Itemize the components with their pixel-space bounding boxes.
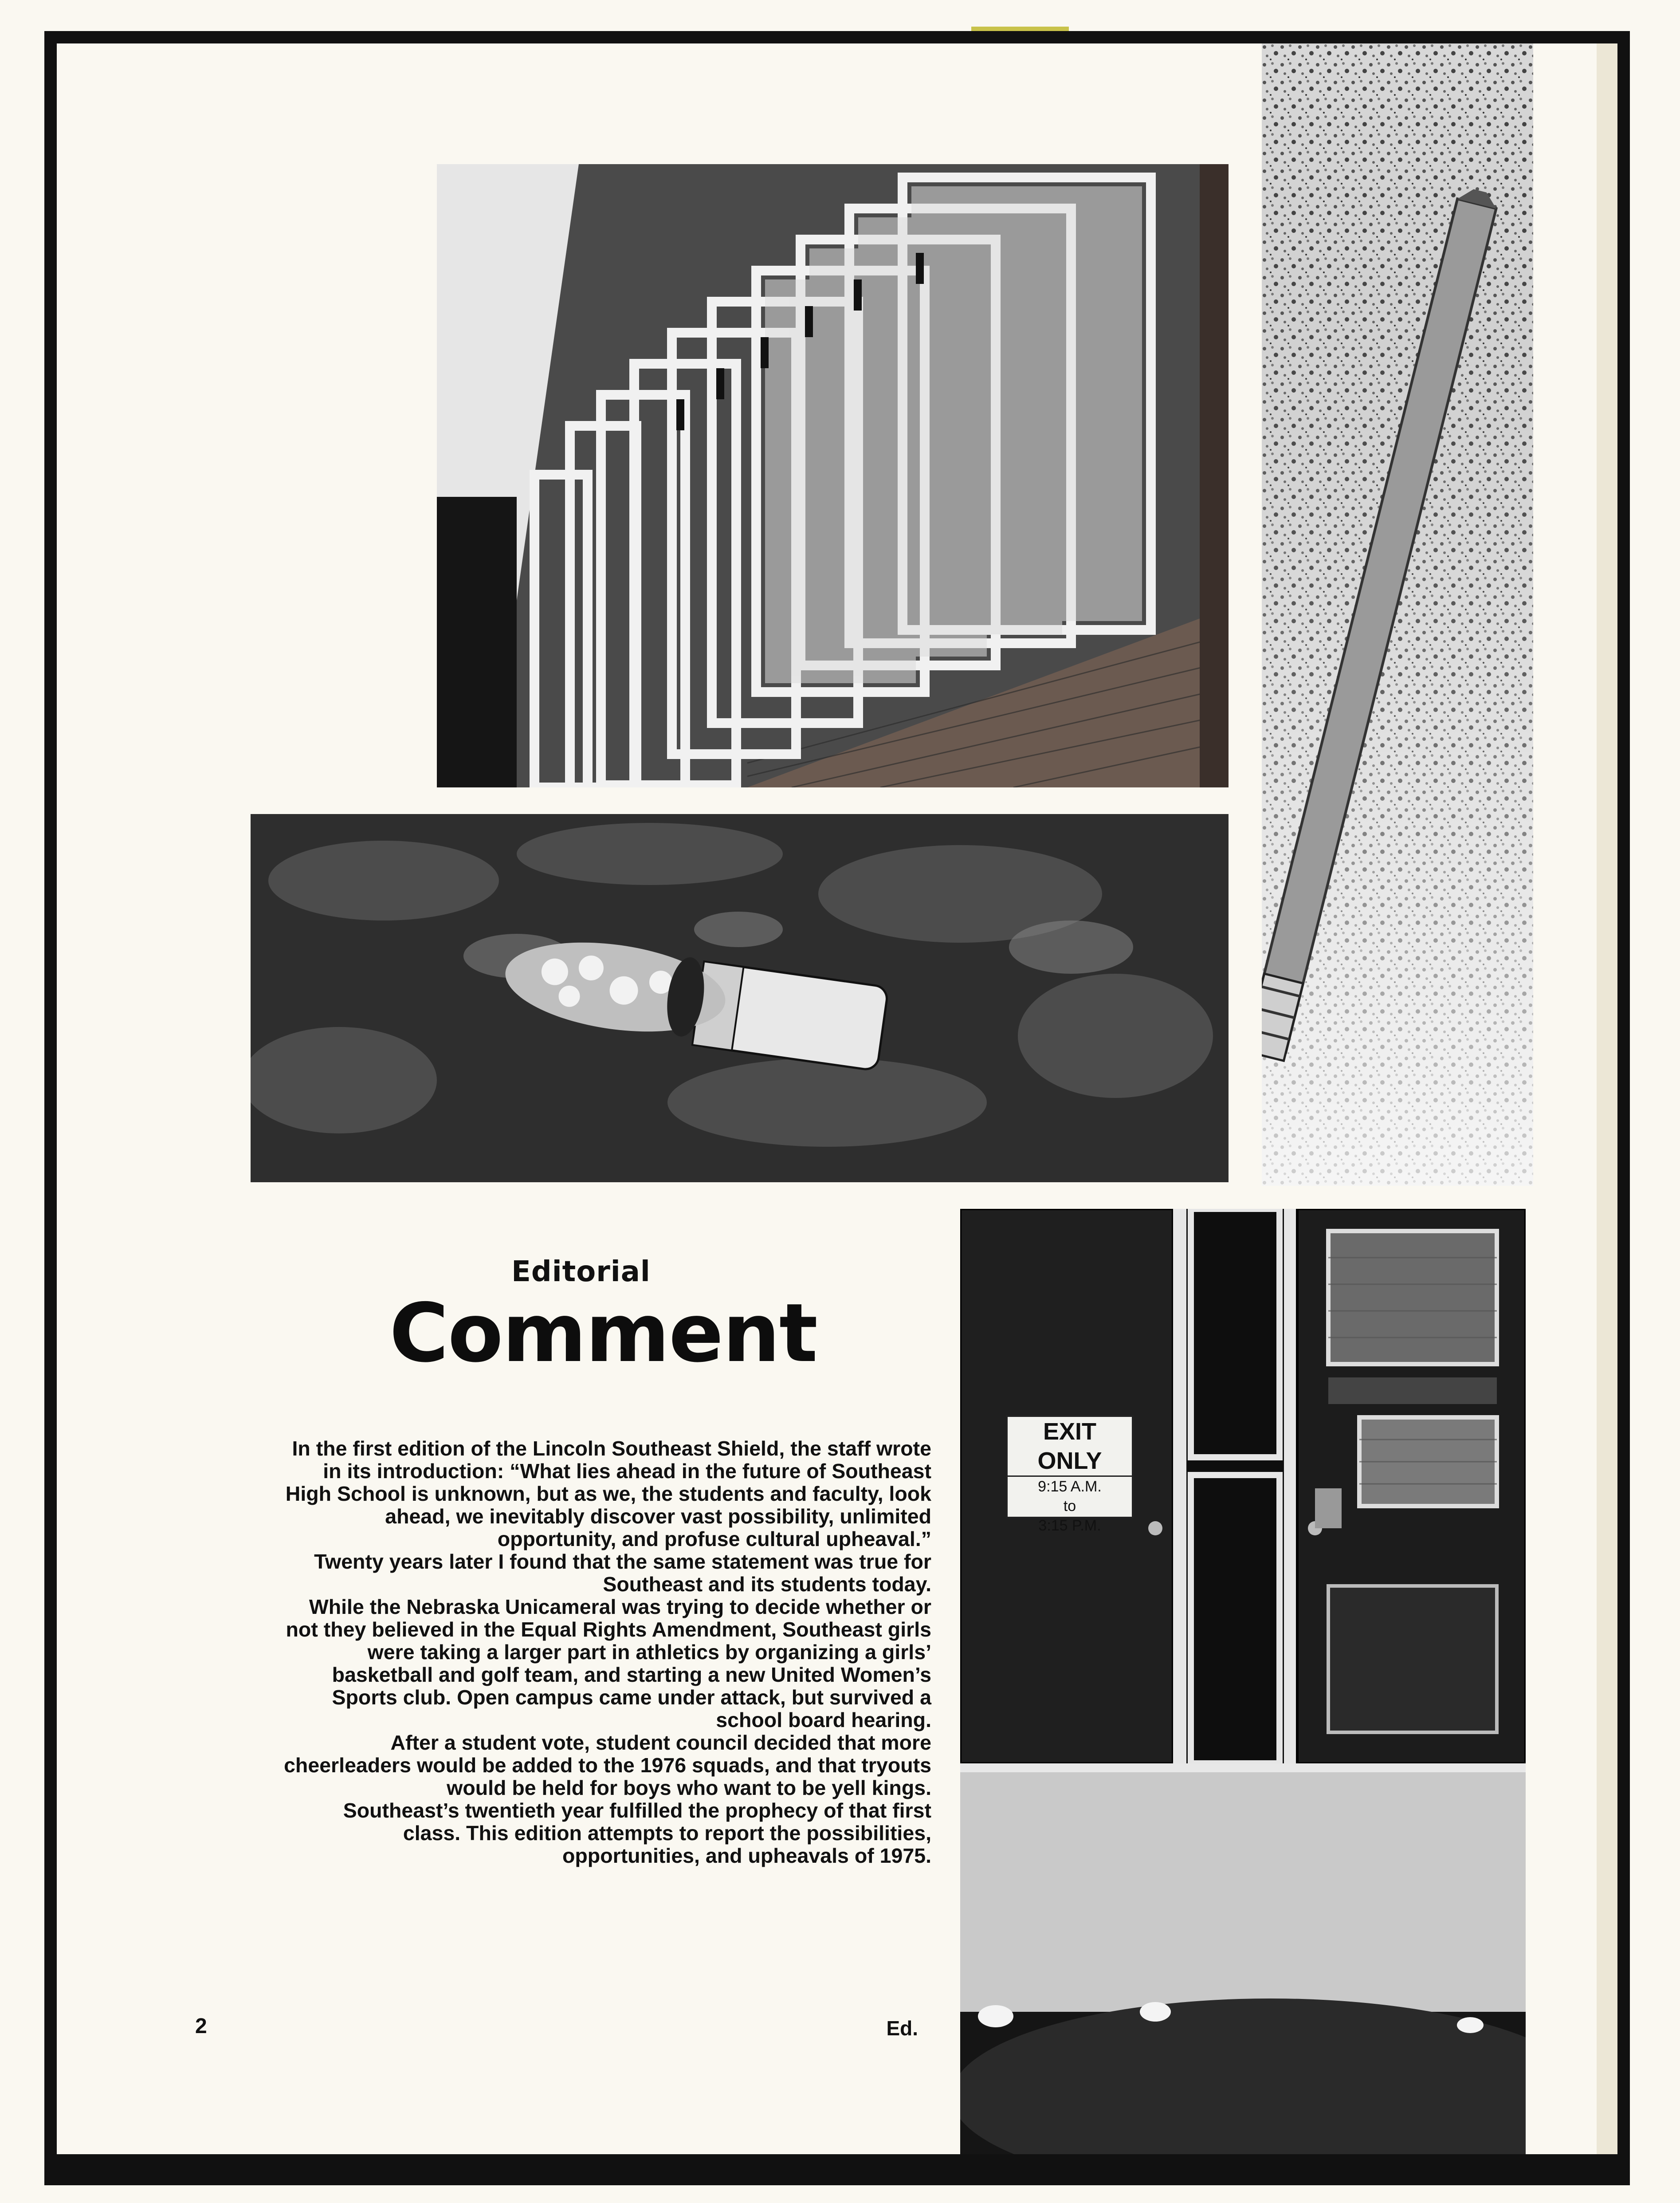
binding-gutter [1597, 43, 1617, 2154]
photo-building-windows [437, 164, 1229, 787]
paragraph-3: While the Nebraska Unicameral was trying to decide whether or not they believed in the Equal Rights Amendment, Southeast girls were taking a larger part in athletics by organizing a girls’ basketball and golf team, and starting a new United Women’s Sports club. Open campus came under attack, but survived a school board hearing. [286, 1595, 931, 1731]
page-border-top [44, 31, 1630, 43]
paragraph-1: In the first edition of the Lincoln Southeast Shield, the staff wrote in its introduction: “What lies ahead in the future of Southeast High School is unknown, but as we, the students and faculty, look ahead, we inevitably discover vast possibility, unlimited opportunity, and profuse cultural upheaval.” [285, 1437, 931, 1550]
page-border-bottom [44, 2154, 1630, 2185]
paragraph-4: After a student vote, student council decided that more cheerleaders would be added to the 1976 squads, and that tryouts would be held for boys who want to be yell kings. [284, 1731, 931, 1799]
photo-pencil-on-concrete [1262, 43, 1533, 1186]
sign-time-to: to [1063, 1498, 1076, 1515]
paragraph-5: Southeast’s twentieth year fulfilled the prophecy of that first class. This edition attempts to report the possibilities, opportunities, and upheavals of 1975. [343, 1799, 931, 1867]
editor-signature: Ed. [886, 2017, 918, 2040]
photo-school-exit-doors [960, 1209, 1526, 2154]
page-border-right [1617, 31, 1630, 2185]
page-title: Comment [389, 1286, 817, 1380]
page-border-left [44, 31, 57, 2185]
sign-time-end: 3:15 P.M. [1038, 1517, 1101, 1534]
sign-title: EXIT ONLY [1008, 1417, 1132, 1477]
page-number: 2 [195, 2014, 207, 2038]
section-label: Editorial [511, 1255, 651, 1288]
sign-time-start: 9:15 A.M. [1038, 1478, 1102, 1495]
paragraph-2: Twenty years later I found that the same statement was true for Southeast and its students today. [314, 1550, 931, 1596]
editorial-body [284, 1437, 931, 1867]
photo-cigarette-butt [251, 814, 1229, 1182]
exit-only-sign [1006, 1415, 1134, 1534]
